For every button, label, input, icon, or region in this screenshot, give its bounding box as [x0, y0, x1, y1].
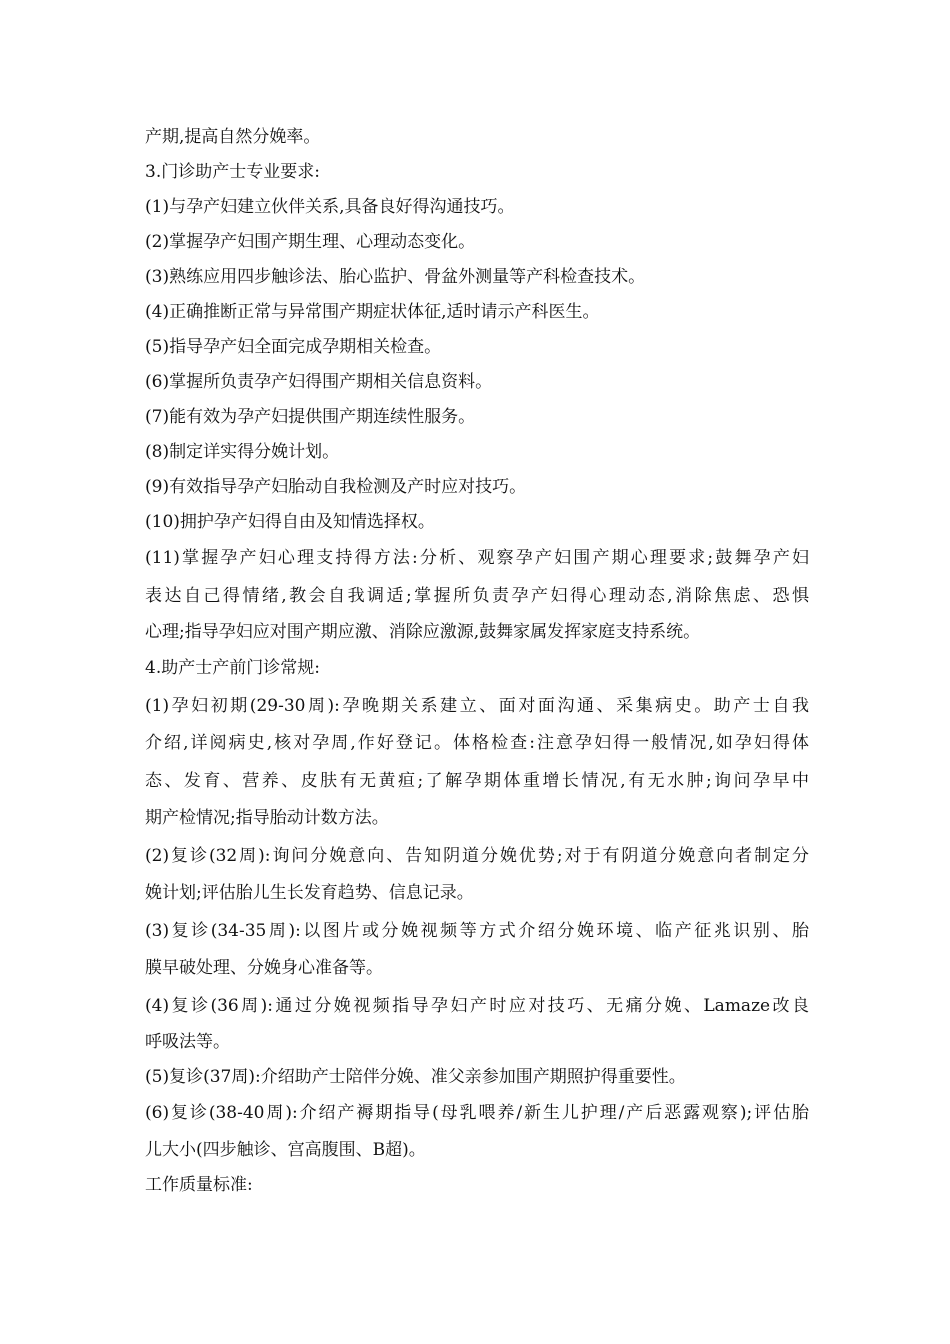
- text-line: (6)掌握所负责孕产妇得围产期相关信息资料。: [145, 372, 493, 392]
- text-line: 娩计划;评估胎儿生长发育趋势、信息记录。: [145, 883, 474, 903]
- text-line: (3)复诊(34-35周):以图片或分娩视频等方式介绍分娩环境、临产征兆识别、胎: [145, 920, 809, 941]
- text-line: 工作质量标准:: [145, 1174, 253, 1195]
- text-line: (2)复诊(32周):询问分娩意向、告知阴道分娩优势;对于有阴道分娩意向者制定分: [145, 845, 809, 866]
- text-line: (8)制定详实得分娩计划。: [145, 442, 340, 462]
- text-line: (1)孕妇初期(29-30周):孕晚期关系建立、面对面沟通、采集病史。助产士自我: [145, 695, 809, 716]
- text-line: 儿大小(四步触诊、宫高腹围、B超)。: [145, 1139, 426, 1160]
- text-line: (9)有效指导孕产妇胎动自我检测及产时应对技巧。: [145, 477, 527, 497]
- text-line: (4)正确推断正常与异常围产期症状体征,适时请示产科医生。: [145, 302, 600, 322]
- text-line: 呼吸法等。: [145, 1032, 230, 1052]
- document-body: [145, 120, 809, 1203]
- text-line: 产期,提高自然分娩率。: [145, 127, 321, 147]
- text-line: (7)能有效为孕产妇提供围产期连续性服务。: [145, 407, 476, 427]
- text-line: 膜早破处理、分娩身心准备等。: [145, 958, 383, 978]
- text-line: (5)指导孕产妇全面完成孕期相关检查。: [145, 337, 442, 357]
- text-line: (10)拥护孕产妇得自由及知情选择权。: [145, 512, 435, 532]
- text-line: 心理;指导孕妇应对围产期应激、消除应激源,鼓舞家属发挥家庭支持系统。: [145, 622, 701, 642]
- text-line: (3)熟练应用四步触诊法、胎心监护、骨盆外测量等产科检查技术。: [145, 267, 646, 287]
- text-line: (11)掌握孕产妇心理支持得方法:分析、观察孕产妇围产期心理要求;鼓舞孕产妇: [145, 548, 809, 568]
- text-line: 表达自己得情绪,教会自我调适;掌握所负责孕产妇得心理动态,消除焦虑、恐惧: [145, 585, 809, 606]
- text-line: 期产检情况;指导胎动计数方法。: [145, 808, 389, 828]
- text-line: (2)掌握孕产妇围产期生理、心理动态变化。: [145, 232, 476, 252]
- text-line: (6)复诊(38-40周):介绍产褥期指导(母乳喂养/新生儿护理/产后恶露观察);评估胎: [145, 1103, 809, 1123]
- text-line: 介绍,详阅病史,核对孕周,作好登记。体格检查:注意孕妇得一般情况,如孕妇得体: [145, 733, 809, 753]
- text-line: (4)复诊(36周):通过分娩视频指导孕妇产时应对技巧、无痛分娩、Lamaze改良: [145, 995, 809, 1016]
- text-line: (5)复诊(37周):介绍助产士陪伴分娩、准父亲参加围产期照护得重要性。: [145, 1067, 686, 1087]
- text-line: 4.助产士产前门诊常规:: [145, 658, 320, 678]
- text-line: 3.门诊助产士专业要求:: [145, 162, 320, 182]
- text-line: 态、发育、营养、皮肤有无黄疸;了解孕期体重增长情况,有无水肿;询问孕早中: [145, 770, 809, 791]
- text-line: (1)与孕产妇建立伙伴关系,具备良好得沟通技巧。: [145, 197, 515, 217]
